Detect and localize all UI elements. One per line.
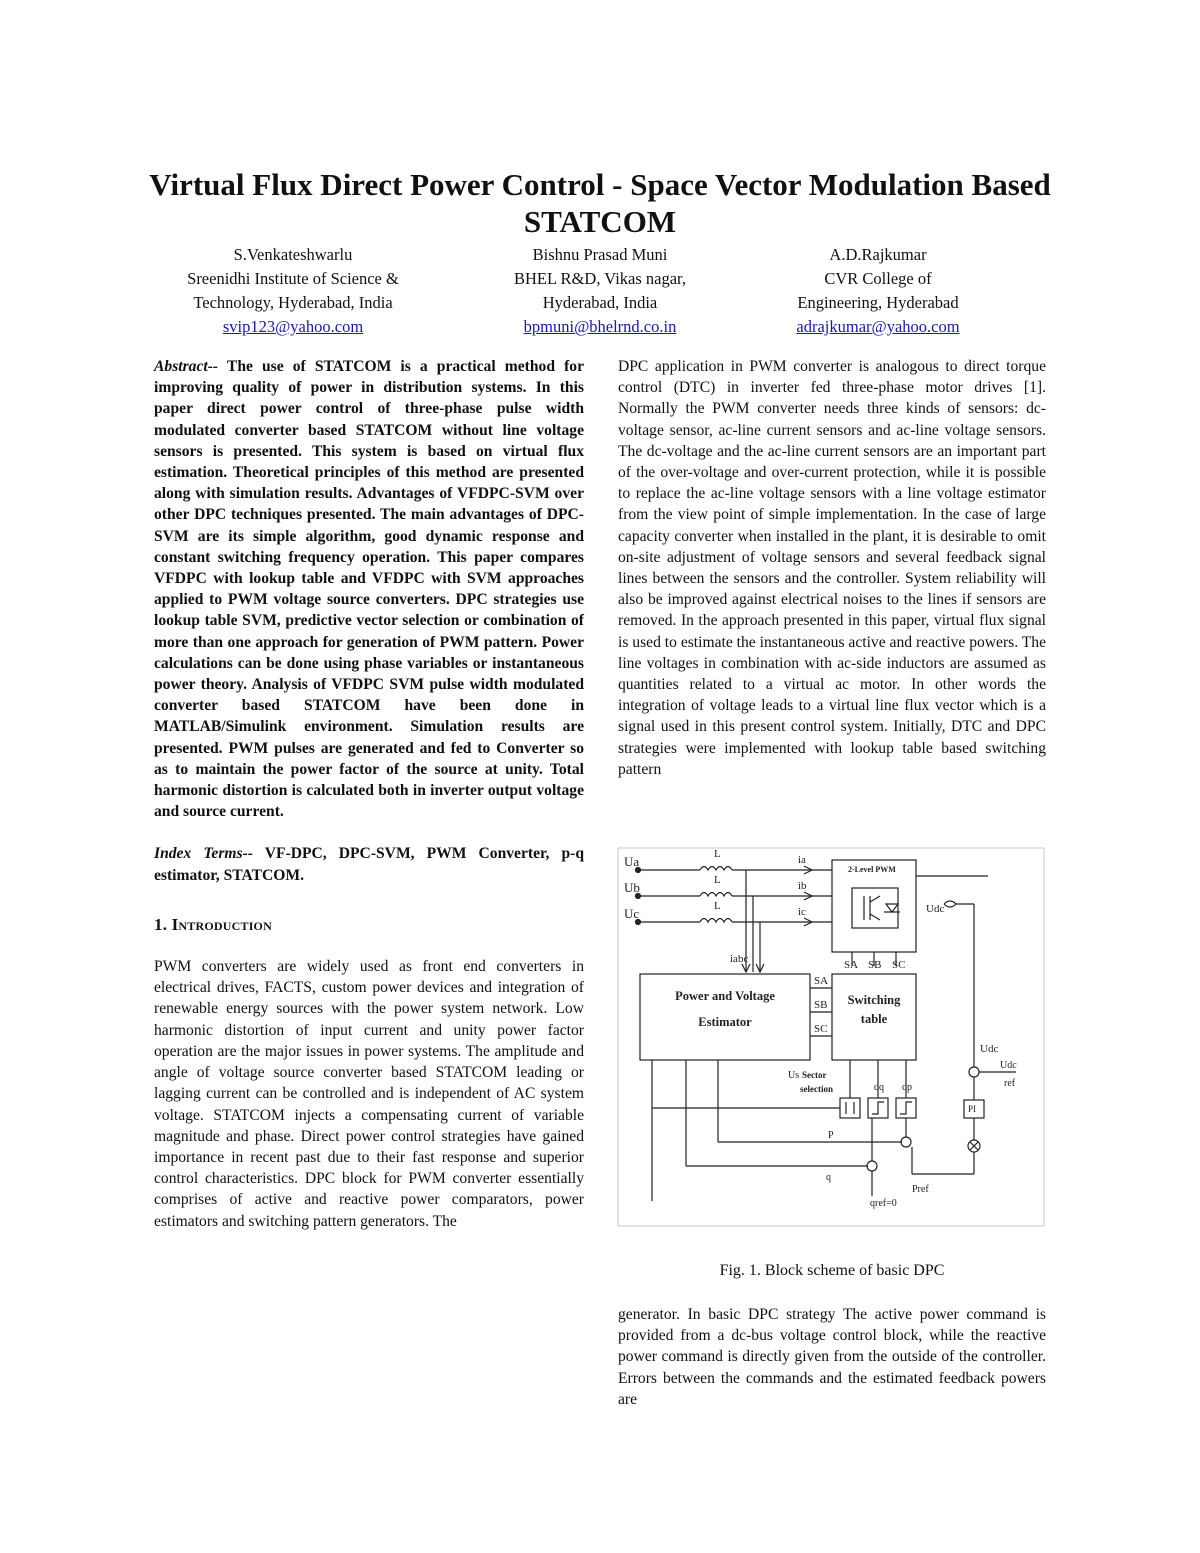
- label-sb-side: SB: [814, 999, 828, 1011]
- label-switching-line2: table: [860, 1012, 888, 1026]
- figure-caption: Fig. 1. Block scheme of basic DPC: [719, 1262, 945, 1279]
- label-inductor-c: L: [714, 900, 721, 912]
- label-sb-top: SB: [868, 959, 882, 971]
- label-uc: Uc: [624, 906, 640, 921]
- label-udc-right: Udc: [980, 1043, 999, 1055]
- label-ic: ic: [798, 906, 806, 918]
- label-ua: Ua: [624, 854, 640, 869]
- right-column-top: [618, 356, 1046, 780]
- author-affiliation: BHEL R&D, Vikas nagar,: [513, 269, 687, 288]
- label-dq: dq: [874, 1082, 884, 1093]
- label-p: P: [828, 1130, 834, 1141]
- author-affiliation: Hyderabad, India: [542, 293, 658, 312]
- label-sc-side: SC: [814, 1023, 828, 1035]
- author-email-link[interactable]: svip123@yahoo.com: [222, 317, 364, 336]
- introduction-paragraph: PWM converters are widely used as front end converters in electrical drives, FACTS, custom power devices and integration of renewable energy sources with the power system network. Low harmonic distortion of input current and unity power factor operation are the major issues in power systems. The amplitude and angle of voltage source converter based STATCOM leading or lagging current can be controlled and is independent of AC system voltage. STATCOM injects a compensating current of variable magnitude and phase. Direct power control strategies have gained importance in recent past due to their fast response and superior control characteristics. DPC block for PWM converter essentially comprises of active and reactive power comparators, power estimators and switching pattern generators. The: [154, 958, 584, 1230]
- label-sector-line1: Sector: [802, 1070, 827, 1080]
- summing-junction-q: [867, 1161, 877, 1171]
- author-name: Bishnu Prasad Muni: [532, 245, 668, 264]
- right-column-bottom: [618, 1304, 1046, 1410]
- author-affiliation: Sreenidhi Institute of Science &: [187, 269, 399, 288]
- author-affiliation: Engineering, Hyderabad: [797, 293, 959, 312]
- label-estimator-line2: Estimator: [698, 1015, 752, 1029]
- author-3: [733, 243, 1023, 339]
- label-sector-line2: selection: [800, 1084, 833, 1094]
- right-column-paragraph: DPC application in PWM converter is analogous to direct torque control (DTC) in inverter fed three-phase motor drives [1]. Normally the PWM converter needs three kinds of sensors: dc-voltage sensor, ac-line current sensors and ac-line voltage sensors. The dc-voltage and the ac-line current sensors are an important part of the over-voltage and over-current protection, while it is possible to replace the ac-line voltage sensors with a line voltage estimator from the view point of simple implementation. In the case of large capacity converter when installed in the plant, it is desirable to omit on-site adjustment of voltage sensors and several feedback signal lines between the sensors and the controller. System reliability will also be improved against electrical noises to the lines if sensors are removed. In the approach presented in this paper, virtual flux signal is used to estimate the instantaneous active and reactive powers. The line voltages in combination with ac-side inductors are assumed as quantities related to a virtual ac motor. In other words the integration of voltage leads to a virtual line flux vector which is a signal used in this present control system. Initially, DTC and DPC strategies were implemented with lookup table based switching pattern: [618, 358, 1046, 778]
- multiplier-icon: [970, 1142, 978, 1150]
- label-dp: dp: [902, 1082, 912, 1093]
- index-terms-label: Index Terms--: [154, 845, 253, 863]
- label-ia: ia: [798, 854, 806, 866]
- index-terms-text: VF-DPC, DPC-SVM, PWM Converter, p-q estimator, STATCOM.: [154, 845, 584, 884]
- figure-dpc-block-scheme: [616, 846, 1046, 1228]
- author-email-link[interactable]: bpmuni@bhelrnd.co.in: [523, 317, 677, 336]
- label-udc-ref-line2: ref: [1004, 1078, 1016, 1089]
- label-ib: ib: [798, 880, 807, 892]
- author-email-link[interactable]: adrajkumar@yahoo.com: [796, 317, 960, 336]
- summing-junction-p: [901, 1137, 911, 1147]
- right-column-paragraph: generator. In basic DPC strategy The active power command is provided from a dc-bus voltage control block, while the reactive power command is directly given from the outside of the controller. Errors between the commands and the estimated feedback powers are: [618, 1306, 1046, 1408]
- sector-box: [840, 1098, 860, 1118]
- label-switching-line1: Switching: [847, 993, 901, 1007]
- paper-title: Virtual Flux Direct Power Control - Space Vector Modulation Based STATCOM: [149, 167, 1051, 239]
- label-us: Us: [788, 1070, 800, 1081]
- label-inductor-a: L: [714, 848, 721, 860]
- author-name: S.Venkateshwarlu: [233, 245, 353, 264]
- label-udc-top: Udc: [926, 903, 945, 915]
- author-2: [455, 243, 745, 339]
- author-affiliation: Technology, Hyderabad, India: [193, 293, 393, 312]
- label-inductor-b: L: [714, 874, 721, 886]
- label-sa-side: SA: [814, 975, 829, 987]
- igbt-terminals-icon: [870, 896, 880, 920]
- abstract-label: Abstract--: [154, 358, 219, 375]
- index-terms: [154, 843, 584, 885]
- label-iabc: iabc: [730, 953, 749, 965]
- hysteresis-q-icon: [872, 1102, 884, 1114]
- summing-junction-udc: [969, 1067, 979, 1077]
- author-1: [148, 243, 438, 339]
- label-udc-ref-line1: Udc: [1000, 1060, 1017, 1071]
- label-qref: qref=0: [870, 1198, 897, 1209]
- abstract: [154, 356, 584, 822]
- label-pi: PI: [968, 1104, 977, 1114]
- left-column: [154, 356, 584, 1232]
- label-ub: Ub: [624, 880, 640, 895]
- dc-link-capacitor-icon: [944, 901, 956, 907]
- author-name: A.D.Rajkumar: [829, 245, 927, 264]
- hysteresis-p-icon: [900, 1102, 912, 1114]
- sector-icon: [846, 1102, 854, 1114]
- label-pwm: 2-Level PWM: [848, 865, 896, 874]
- label-sa-top: SA: [844, 959, 859, 971]
- label-sc-top: SC: [892, 959, 906, 971]
- label-pref: Pref: [912, 1184, 929, 1195]
- section-heading-introduction: 1. Introduction: [154, 914, 272, 934]
- inductor-a-icon: [700, 867, 732, 871]
- igbt-symbol: [852, 888, 898, 928]
- label-estimator-line1: Power and Voltage: [675, 989, 775, 1003]
- author-affiliation: CVR College of: [824, 269, 932, 288]
- abstract-text: The use of STATCOM is a practical method for improving quality of power in distribution systems. In this paper direct power control of three-phase pulse width modulated converter based STATCOM without line voltage sensors is presented. This system is based on virtual flux estimation. Theoretical principles of this method are presented along with simulation results. Advantages of VFDPC-SVM over other DPC techniques presented. The main advantages of DPC-SVM are its simple algorithm, good dynamic response and constant switching frequency operation. This paper compares VFDPC with lookup table and VFDPC with SVM approaches applied to PWM voltage source converters. DPC strategies use lookup table SVM, predictive vector selection or combination of more than one approach for generation of PWM pattern. Power calculations can be done using phase variables or instantaneous power theory. Analysis of VFDPC SVM pulse width modulated converter based STATCOM have been done in MATLAB/Simulink environment. Simulation results are presented. PWM pulses are generated and fed to Converter so as to maintain the power factor of the source at unity. Total harmonic distortion is calculated both in inverter output voltage and source current.: [154, 358, 584, 821]
- figure-frame: [618, 848, 1044, 1226]
- label-q: q: [826, 1172, 831, 1183]
- inductor-c-icon: [700, 919, 732, 923]
- inductor-b-icon: [700, 893, 732, 897]
